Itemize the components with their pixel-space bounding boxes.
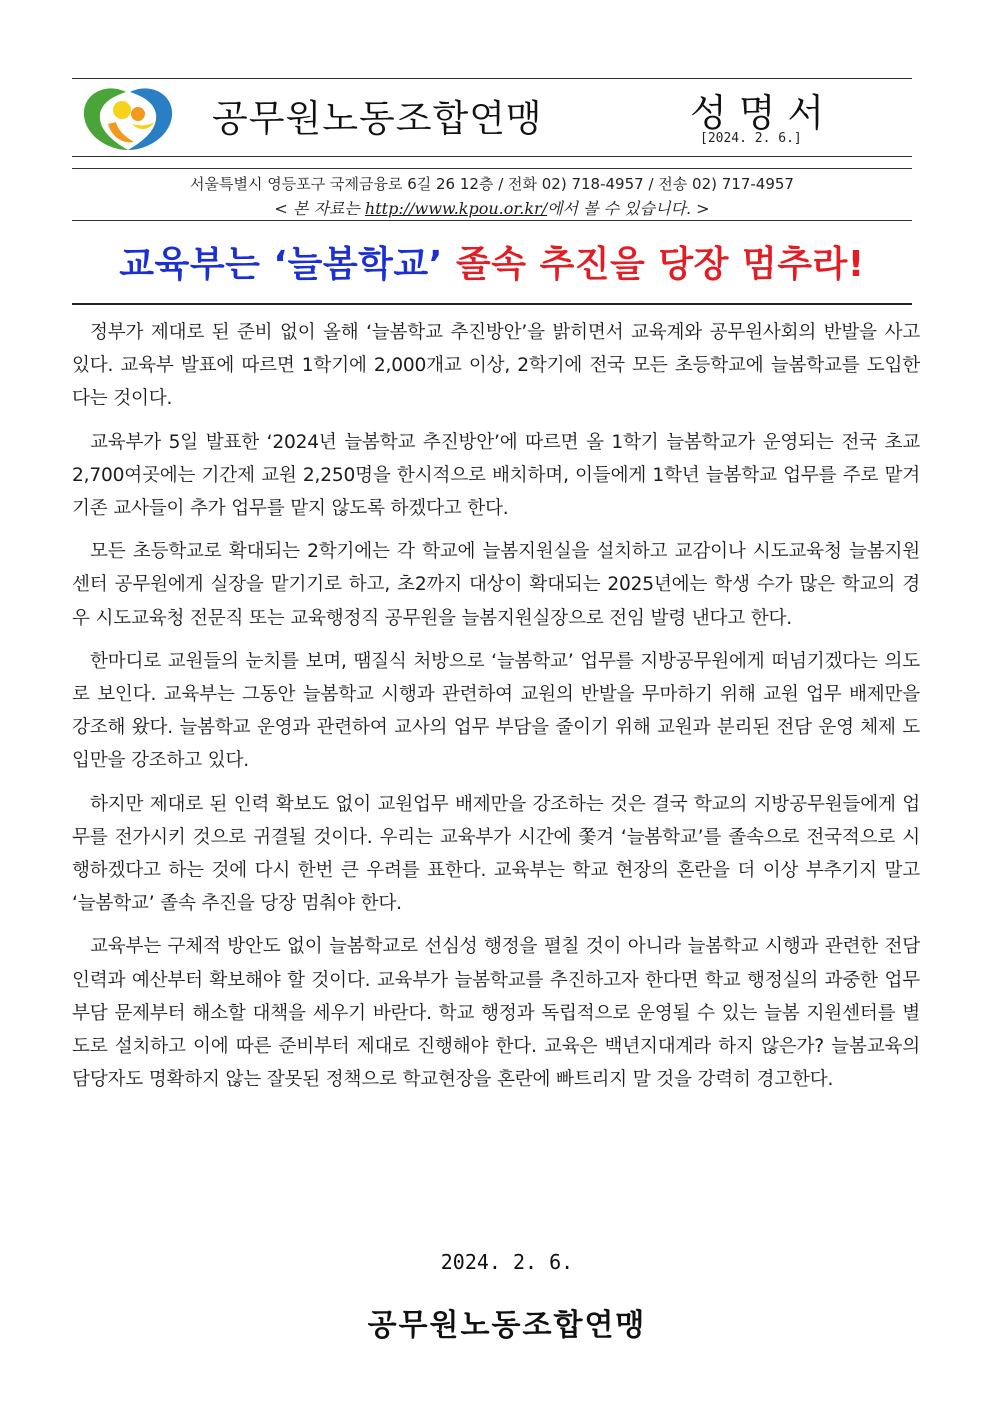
signature-org: 공무원노동조합연맹 <box>367 1308 647 1343</box>
body-paragraph: 교육부는 구체적 방안도 없이 늘봄학교로 선심성 행정을 펼칠 것이 아니라 늘봄학교 시행과 관련한 전담 인력과 예산부터 확보해야 할 것이다. 교육부가 늘봄학교를 추진하고자 한다면 학교 행정실의 과중한 업무부담 문제부터 해소할 대책을 세우기 바란다. 학교 행정과 독립적으로 운영될 수 있는 늘봄 지원센터를 별도로 설치하고 이에 따른 준비부터 제대로 진행해야 한다. 교육은 백년지대계라 하지 않은가? 늘봄교육의 담당자도 명확하지 않는 잘못된 정책으로 학교현장을 혼란에 빠트리지 말 것을 강력히 경고한다. <box>72 936 920 1091</box>
header-rule-2 <box>72 168 912 169</box>
union-logo-icon <box>78 84 178 156</box>
headline-red: 졸속 추진을 당장 멈추라! <box>455 244 865 285</box>
signature-date: 2024. 2. 6. <box>440 1250 574 1274</box>
headline-rule <box>72 303 912 305</box>
notice-rule <box>72 220 912 221</box>
statement-body <box>72 316 920 1106</box>
notice-suffix: 에서 볼 수 있습니다. > <box>547 199 710 218</box>
header-rule-1 <box>72 156 912 157</box>
top-rule <box>72 78 912 79</box>
headline <box>72 236 912 287</box>
headline-blue: 교육부는 ‘늘봄학교’ <box>119 244 443 285</box>
notice-prefix: < 본 자료는 <box>274 199 365 218</box>
address-line: 서울특별시 영등포구 국제금융로 6길 26 12층 / 전화 02) 718-4957 / 전송 02) 717-4957 <box>190 175 794 193</box>
body-paragraph: 하지만 제대로 된 인력 확보도 없이 교원업무 배제만을 강조하는 것은 결국 학교의 지방공무원들에게 업무를 전가시키 것으로 귀결될 것이다. 우리는 교육부가 시간에 쫓겨 ‘늘봄학교’를 졸속으로 전국적으로 시행하겠다고 하는 것에 다시 한번 큰 우려를 표한다. 교육부는 학교 현장의 혼란을 더 이상 부추기지 말고 ‘늘봄학교’ 졸속 추진을 당장 멈춰야 한다. <box>72 793 920 915</box>
website-notice <box>72 196 912 219</box>
body-paragraph: 정부가 제대로 된 준비 없이 올해 ‘늘봄학교 추진방안’을 밝히면서 교육계와 공무원사회의 반발을 사고 있다. 교육부 발표에 따르면 1학기에 2,000개교 이상, 2학기에 전국 모든 초등학교에 늘봄학교를 도입한다는 것이다. <box>72 322 920 410</box>
org-title: 공무원노동조합연맹 <box>212 97 543 140</box>
body-paragraph: 모든 초등학교로 확대되는 2학기에는 각 학교에 늘봄지원실을 설치하고 교감이나 시도교육청 늘봄지원센터 공무원에게 실장을 맡기기로 하고, 초2까지 대상이 확대되는 2025년에는 학생 수가 많은 학교의 경우 시도교육청 전문직 또는 교육행정직 공무원을 늘봄지원실장으로 전임 발령 낸다고 한다. <box>72 541 920 629</box>
body-paragraph: 한마디로 교원들의 눈치를 보며, 땜질식 처방으로 ‘늘봄학교’ 업무를 지방공무원에게 떠넘기겠다는 의도로 보인다. 교육부는 그동안 늘봄학교 시행과 관련하여 교원의 반발을 무마하기 위해 교원 업무 배제만을 강조해 왔다. 늘봄학교 운영과 관련하여 교사의 업무 부담을 줄이기 위해 교원과 분리된 전담 운영 체제 도입만을 강조하고 있다. <box>72 650 920 772</box>
website-link[interactable]: http://www.kpou.or.kr/ <box>364 199 548 218</box>
document-type: 성명서 <box>690 91 837 135</box>
body-paragraph: 교육부가 5일 발표한 ‘2024년 늘봄학교 추진방안’에 따르면 올 1학기 늘봄학교가 운영되는 전국 초교 2,700여곳에는 기간제 교원 2,250명을 한시적으로 배치하며, 이들에게 1학년 늘봄학교 업무를 주로 맡겨 기존 교사들이 추가 업무를 맡지 않도록 하겠다고 한다. <box>72 431 920 520</box>
document-date: [2024. 2. 6.] <box>700 131 802 146</box>
